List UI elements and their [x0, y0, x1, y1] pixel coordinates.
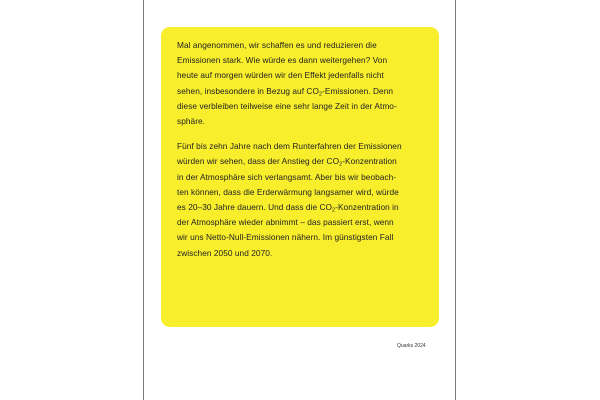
text-segment: wir uns Netto-Null-Emissionen nähern. Im günstigsten Fall	[177, 232, 394, 243]
text-line	[177, 154, 430, 169]
text-segment: es 20–30 Jahre dauern. Und dass die CO	[177, 202, 333, 213]
text-segment: ten können, dass die Erderwärmung langsamer wird, würde	[177, 186, 399, 197]
text-segment: -Konzentration in	[335, 202, 399, 213]
subscript: 2	[332, 207, 336, 214]
text-segment: Fünf bis zehn Jahre nach dem Runterfahren der Emissionen	[177, 141, 402, 152]
text-line	[177, 230, 430, 245]
text-line	[177, 53, 430, 68]
paragraph-1	[177, 38, 430, 129]
text-segment: Emissionen stark. Wie würde es dann weitergehen? Von	[177, 55, 388, 66]
text-line	[177, 215, 430, 230]
text-line	[177, 246, 430, 261]
text-segment: Mal angenommen, wir schaffen es und reduzieren die	[177, 40, 377, 50]
text-segment: in der Atmosphäre sich verlangsamt. Aber bis wir beobach-	[177, 171, 397, 182]
text-segment: sehen, insbesondere in Bezug auf CO	[177, 85, 319, 96]
text-line	[177, 139, 430, 154]
paragraph-2	[177, 139, 430, 261]
text-line	[177, 185, 430, 200]
subscript: 2	[339, 161, 343, 168]
text-line	[177, 68, 430, 83]
source-credit: Quarks 2024	[397, 343, 426, 349]
text-line	[177, 170, 430, 185]
subscript: 2	[318, 91, 323, 98]
text-line	[177, 84, 430, 99]
text-card	[161, 27, 439, 327]
text-segment: würden wir sehen, dass der Anstieg der CO	[177, 156, 340, 167]
text-segment: der Atmosphäre wieder abnimmt – das passiert erst, wenn	[177, 217, 394, 228]
text-line	[177, 114, 430, 129]
text-line	[177, 200, 430, 215]
text-line	[177, 38, 430, 53]
text-line	[177, 99, 430, 114]
text-segment: sphäre.	[177, 116, 206, 127]
text-segment: diese verbleiben teilweise eine sehr lange Zeit in der Atmo-	[177, 100, 397, 111]
text-segment: heute auf morgen würden wir den Effekt jedenfalls nicht	[177, 70, 384, 81]
text-segment: zwischen 2050 und 2070.	[177, 247, 273, 258]
text-segment: -Konzentration	[342, 156, 397, 167]
text-segment: -Emissionen. Denn	[322, 85, 394, 96]
